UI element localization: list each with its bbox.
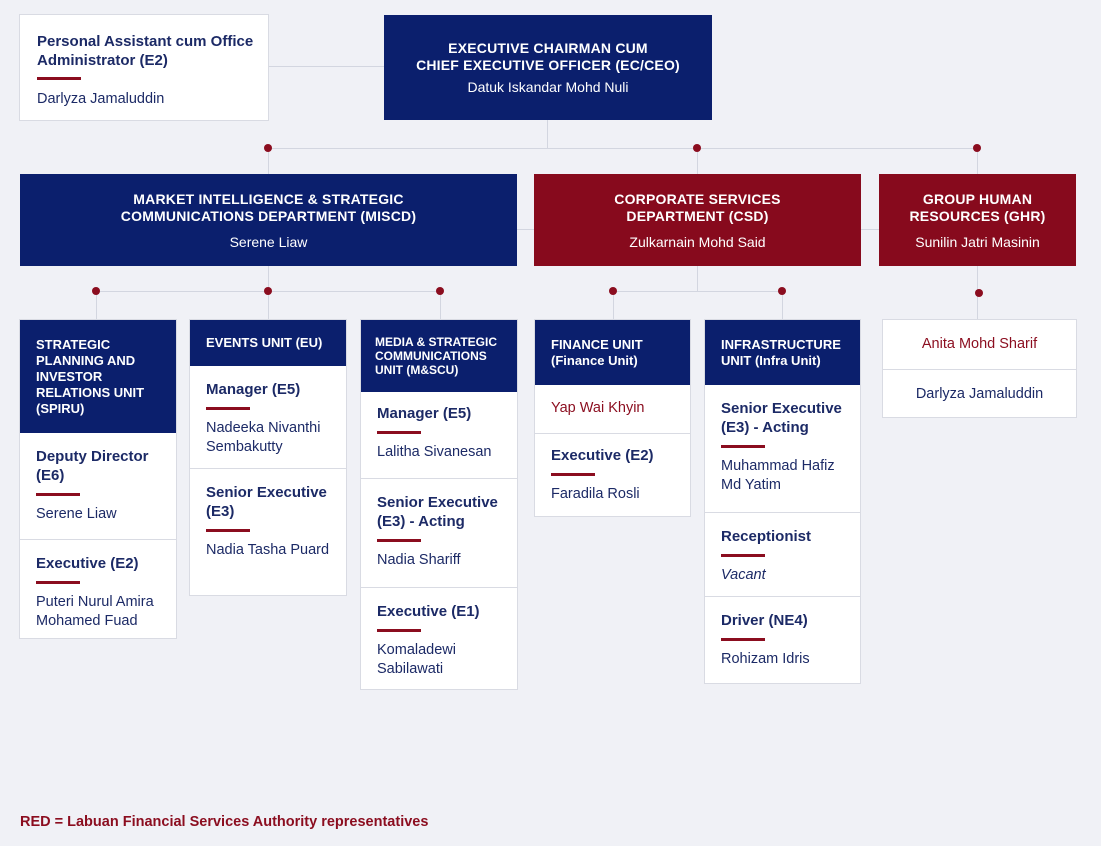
connector-csd-units-bus: [613, 291, 783, 292]
csd-title-line1: CORPORATE SERVICES: [614, 190, 781, 207]
role-title: Senior Executive (E3) - Acting: [377, 494, 498, 530]
spiru-role-section: [20, 539, 176, 631]
role-title: Senior Executive (E3): [206, 484, 327, 520]
miscd-title-line2: COMMUNICATIONS DEPARTMENT (MISCD): [120, 207, 417, 224]
legend-note: RED = Labuan Financial Services Authority representatives: [20, 814, 429, 830]
person-name-vacant: Vacant: [721, 567, 766, 583]
connector-csd-down: [697, 266, 698, 291]
person-name: Lalitha Sivanesan: [377, 444, 492, 460]
ghr-title-line1: GROUP HUMAN: [922, 190, 1033, 207]
person-name: Komaladewi Sabilawati: [377, 642, 456, 677]
accent-bar: [551, 473, 595, 476]
role-title: Manager (E5): [377, 405, 472, 422]
finance-role-section: [535, 433, 690, 504]
infra-role-section: [705, 596, 860, 669]
eu-unit-card: [189, 319, 347, 596]
pa-title: Personal Assistant cum Office Administrator (E2): [37, 33, 254, 69]
person-name: Muhammad Hafiz Md Yatim: [721, 458, 835, 493]
ceo-title-line1: EXECUTIVE CHAIRMAN CUM: [448, 40, 648, 56]
person-name: Nadia Tasha Puard: [206, 542, 330, 558]
infra-unit-card: [704, 319, 861, 684]
mscu-unit-card: [360, 319, 518, 690]
accent-bar: [721, 554, 765, 557]
connector-dot: [975, 289, 983, 297]
connector-spiru-drop: [96, 291, 97, 320]
role-title: Driver (NE4): [721, 612, 808, 629]
ghr-staff-name: Darlyza Jamaluddin: [915, 385, 1044, 402]
person-name: Nadia Shariff: [377, 552, 461, 568]
connector-infra-drop: [782, 291, 783, 320]
eu-unit-header: EVENTS UNIT (EU): [190, 320, 346, 366]
ghr-title-line2: RESOURCES (GHR): [909, 207, 1046, 224]
person-name: Rohizam Idris: [721, 651, 810, 667]
person-name: Faradila Rosli: [551, 486, 640, 502]
miscd-title-line1: MARKET INTELLIGENCE & STRATEGIC: [133, 190, 404, 207]
ghr-box: [879, 174, 1076, 266]
person-name: Nadeeka Nivanthi Sembakutty: [206, 420, 321, 455]
pa-card: [19, 14, 269, 121]
connector-dot: [264, 287, 272, 295]
csd-title-line2: DEPARTMENT (CSD): [626, 207, 769, 224]
spiru-unit-card: [19, 319, 177, 639]
role-title: Receptionist: [721, 528, 812, 545]
miscd-box: [20, 174, 517, 266]
accent-bar: [721, 638, 765, 641]
accent-bar: [36, 581, 80, 584]
person-name: Serene Liaw: [36, 506, 117, 522]
connector-ceo-down: [547, 120, 548, 148]
finance-head-section: [535, 385, 690, 433]
person-name: Puteri Nurul Amira Mohamed Fuad: [36, 594, 154, 629]
connector-dot: [264, 144, 272, 152]
role-title: Deputy Director (E6): [36, 448, 149, 484]
accent-bar: [377, 431, 421, 434]
ghr-staff-card: [882, 319, 1077, 418]
connector-dot: [436, 287, 444, 295]
accent-bar: [206, 529, 250, 532]
ceo-box: [384, 15, 712, 120]
miscd-head-name: Serene Liaw: [229, 233, 308, 250]
spiru-role-section: [20, 433, 176, 524]
connector-eu-drop: [268, 291, 269, 320]
ghr-staff-row: [883, 320, 1076, 369]
finance-unit-card: [534, 319, 691, 517]
csd-head-name: Zulkarnain Mohd Said: [629, 233, 766, 250]
csd-box: [534, 174, 861, 266]
accent-bar: [721, 445, 765, 448]
role-title: Manager (E5): [206, 381, 301, 398]
connector-dot: [778, 287, 786, 295]
mscu-role-section: [361, 392, 517, 462]
ghr-staff-row: [883, 369, 1076, 418]
ghr-head-name: Sunilin Jatri Masinin: [915, 233, 1040, 250]
ceo-name: Datuk Iskandar Mohd Nuli: [467, 79, 629, 95]
finance-head-name: Yap Wai Khyin: [551, 400, 645, 416]
connector-pa-ceo: [268, 66, 384, 67]
connector-dot: [609, 287, 617, 295]
accent-bar: [377, 539, 421, 542]
connector-dot: [973, 144, 981, 152]
ceo-title-line2: CHIEF EXECUTIVE OFFICER (EC/CEO): [416, 57, 680, 73]
connector-mscu-drop: [440, 291, 441, 320]
mscu-role-section: [361, 478, 517, 570]
eu-role-section: [190, 468, 346, 560]
role-title: Executive (E2): [36, 555, 139, 572]
accent-bar: [37, 77, 81, 80]
mscu-role-section: [361, 587, 517, 679]
connector-dot: [92, 287, 100, 295]
role-title: Executive (E1): [377, 603, 480, 620]
infra-unit-header: INFRASTRUCTURE UNIT (Infra Unit): [705, 320, 860, 385]
finance-unit-header: FINANCE UNIT (Finance Unit): [535, 320, 690, 385]
accent-bar: [36, 493, 80, 496]
accent-bar: [377, 629, 421, 632]
connector-dot: [693, 144, 701, 152]
infra-role-section: [705, 512, 860, 585]
accent-bar: [206, 407, 250, 410]
mscu-unit-header: MEDIA & STRATEGIC COMMUNICATIONS UNIT (M&SCU): [361, 320, 517, 392]
connector-finance-drop: [613, 291, 614, 320]
pa-name: Darlyza Jamaluddin: [37, 91, 165, 107]
spiru-unit-header: STRATEGIC PLANNING AND INVESTOR RELATIONS UNIT (SPIRU): [20, 320, 176, 433]
ghr-staff-name: Anita Mohd Sharif: [921, 336, 1038, 352]
role-title: Executive (E2): [551, 447, 654, 464]
role-title: Senior Executive (E3) - Acting: [721, 400, 842, 436]
connector-dept-bus: [268, 148, 978, 149]
infra-role-section: [705, 385, 860, 495]
eu-role-section: [190, 366, 346, 457]
